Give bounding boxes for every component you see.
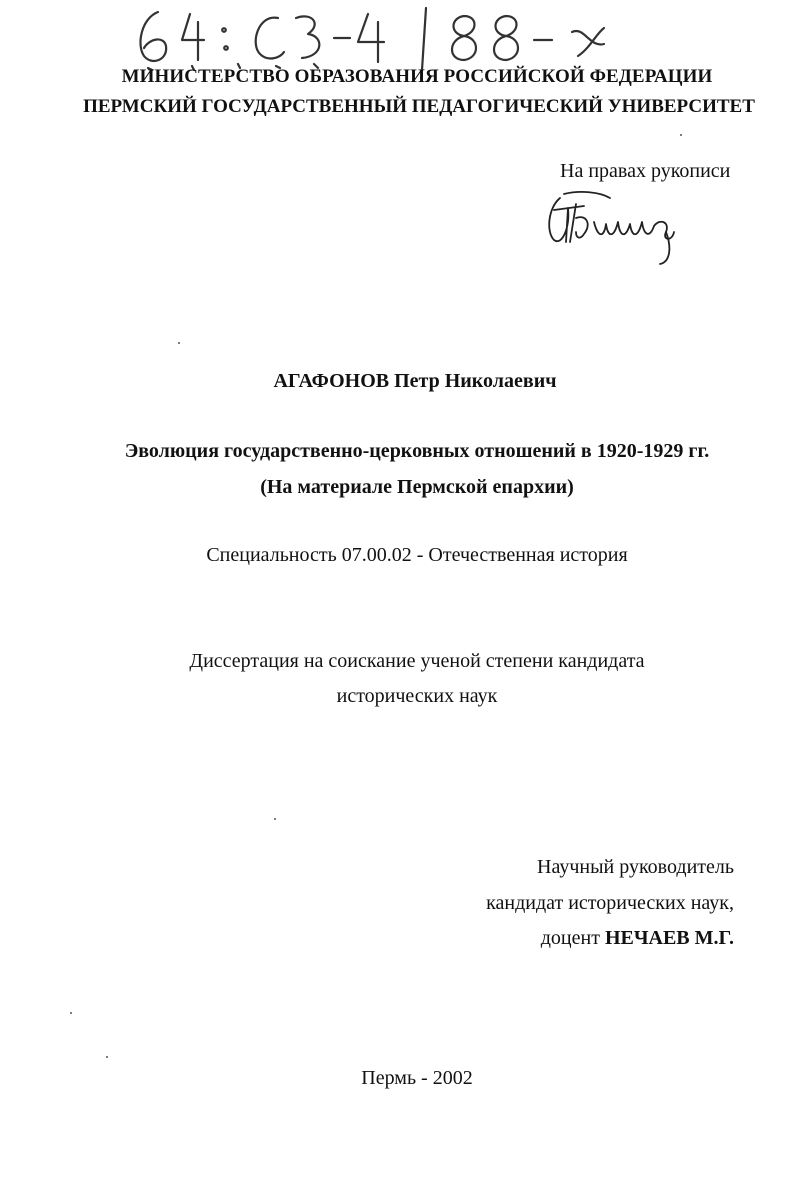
handwritten-archive-code [128,4,648,74]
city-year: Пермь - 2002 [361,1067,473,1089]
advisor-rank-name [541,927,734,950]
author-name: АГАФОНОВ Петр Николаевич [273,370,557,392]
degree-statement-line1: Диссертация на соискание ученой степени кандидата [189,650,645,672]
dissertation-title: Эволюция государственно-церковных отношений в 1920-1929 гг. [124,440,710,462]
dissertation-subtitle: (На материале Пермской епархии) [260,476,574,498]
degree-statement-line2: исторических наук [336,685,498,707]
advisor-name: НЕЧАЕВ М.Г. [604,927,734,949]
university-heading: ПЕРМСКИЙ ГОСУДАРСТВЕННЫЙ ПЕДАГОГИЧЕСКИЙ УНИВЕРСИТЕТ [83,96,755,117]
scan-speck [178,342,180,344]
advisor-degree: кандидат исторических наук, [486,892,734,914]
advisor-role: Научный руководитель [537,856,734,878]
speciality-line: Специальность 07.00.02 - Отечественная история [206,544,628,566]
scan-speck [680,134,682,136]
scan-speck [106,1056,108,1058]
advisor-rank: доцент [540,927,600,949]
ministry-heading: МИНИСТЕРСТВО ОБРАЗОВАНИЯ РОССИЙСКОЙ ФЕДЕРАЦИИ [121,66,713,87]
author-signature [540,188,690,268]
scan-speck [70,1012,72,1014]
scan-speck [274,818,276,820]
manuscript-rights-note: На правах рукописи [560,160,731,182]
